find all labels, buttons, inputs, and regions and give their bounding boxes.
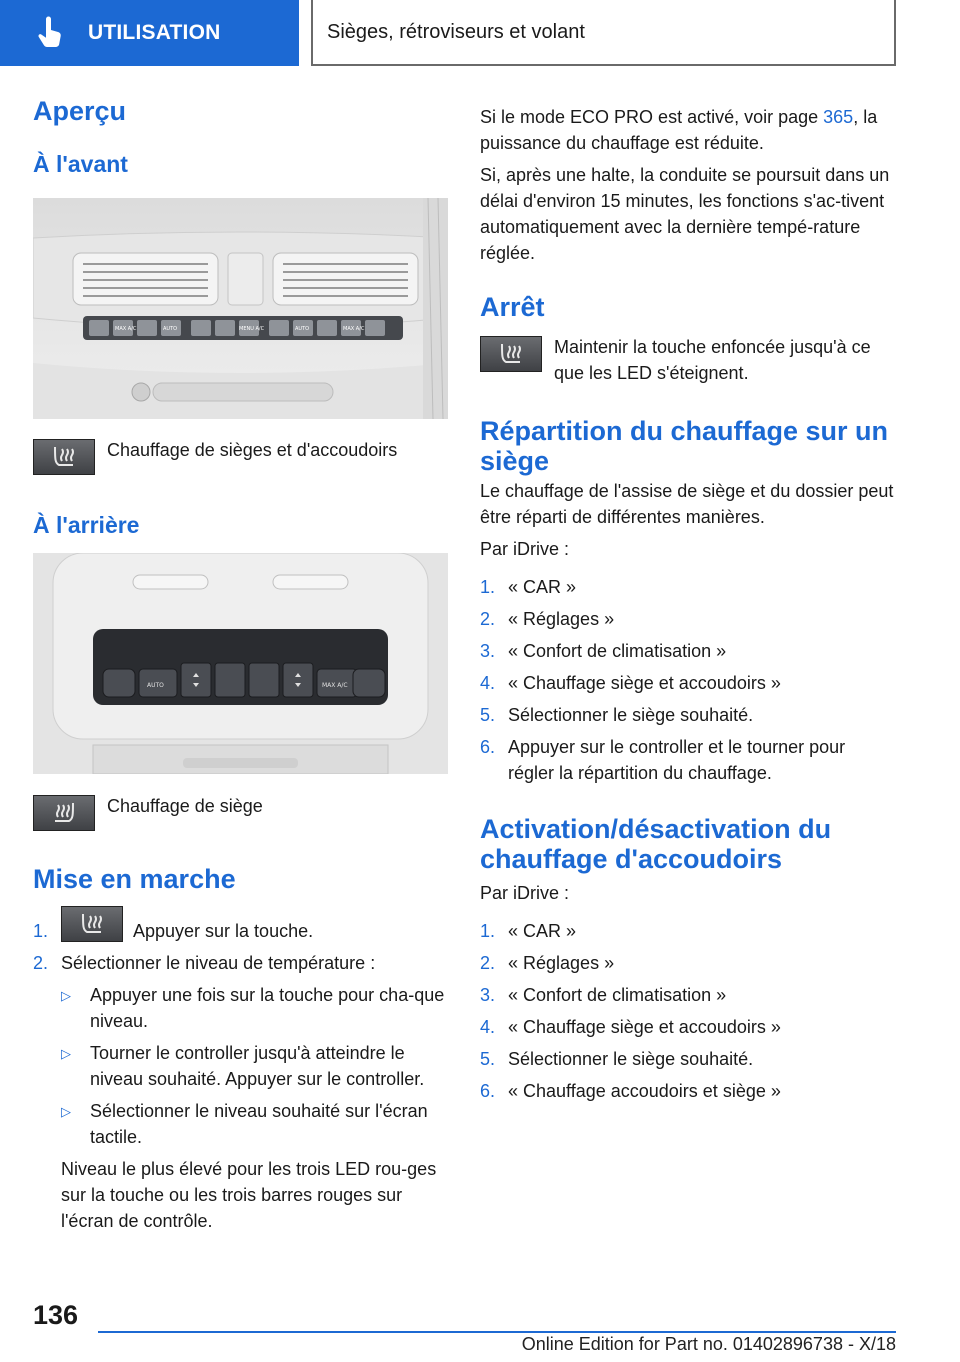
- step-text: « Réglages »: [508, 609, 615, 629]
- step-text: « CAR »: [508, 577, 577, 597]
- list-item: [480, 734, 895, 786]
- repartition-steps-list: [480, 574, 895, 786]
- mise-steps-list: [33, 906, 448, 976]
- seat-heating-icon: [61, 906, 123, 942]
- front-panel-label: MAX A/C: [343, 326, 365, 332]
- front-panel-label: AUTO: [163, 326, 178, 332]
- heading-apercu: Aperçu: [33, 96, 127, 126]
- front-panel-label: MENU A/C: [239, 326, 265, 332]
- list-item: [480, 638, 895, 664]
- page-link[interactable]: 365: [823, 107, 854, 127]
- eco-pre-text: Si le mode ECO PRO est activé, voir page: [480, 107, 824, 127]
- heading-repartition: Répartition du chauffage sur un siège: [480, 416, 889, 476]
- step-text: « Confort de climatisation »: [508, 641, 727, 661]
- caption-arriere-row: [33, 795, 448, 831]
- list-item: [61, 982, 448, 1034]
- list-item: [480, 918, 895, 944]
- caption-avant: Chauffage de sièges et d'accoudoirs: [107, 440, 398, 460]
- triangle-bullet-icon: ▷: [61, 1104, 71, 1119]
- bullet-text: Appuyer une fois sur la touche pour cha-que niveau.: [90, 985, 445, 1031]
- eco-post-text: , la puissance du chauffage est réduite.: [480, 107, 878, 153]
- list-item: [61, 1098, 448, 1150]
- heading-arret: Arrêt: [480, 292, 545, 322]
- header-section-tab: [0, 0, 299, 66]
- seat-heating-icon: [33, 439, 95, 475]
- rear-console-photo: [33, 553, 448, 774]
- heading-arriere: À l'arrière: [33, 512, 140, 538]
- mise-bullets-list: [61, 982, 448, 1150]
- par-idrive-label: Par iDrive :: [480, 883, 570, 903]
- front-panel-label: AUTO: [295, 326, 310, 332]
- step-number: 6.: [480, 1081, 496, 1101]
- step-number: 5.: [480, 705, 496, 725]
- repartition-paragraph: Le chauffage de l'assise de siège et du dossier peut être réparti de différentes manières.: [480, 481, 894, 527]
- footer-divider: [98, 1331, 896, 1333]
- halt-paragraph: Si, après une halte, la conduite se poursuit dans un délai d'environ 15 minutes, les fonctions s'ac-tivent automatiquement avec la dernière tempé-rature réglée.: [480, 165, 890, 263]
- eco-pro-paragraph: [480, 104, 895, 156]
- list-item: [480, 982, 895, 1008]
- list-item: [480, 1014, 895, 1040]
- hand-pointer-icon: [30, 13, 70, 53]
- heading-mise-en-marche: Mise en marche: [33, 864, 236, 894]
- list-item: [61, 1040, 448, 1092]
- triangle-bullet-icon: ▷: [61, 988, 71, 1003]
- rear-seat-heating-icon: [33, 795, 95, 831]
- right-column: [480, 104, 895, 1104]
- seat-heating-icon: [480, 336, 542, 372]
- step-number: 4.: [480, 1017, 496, 1037]
- caption-arriere: Chauffage de siège: [107, 796, 263, 816]
- header-chapter-box: [311, 0, 896, 66]
- step-number: 1.: [33, 921, 49, 941]
- rear-panel-label: MAX A/C: [322, 682, 348, 689]
- arret-text: Maintenir la touche enfoncée jusqu'à ce que les LED s'éteignent.: [554, 337, 871, 383]
- list-item: [33, 950, 448, 976]
- par-idrive-label: Par iDrive :: [480, 539, 570, 559]
- step-number: 2.: [480, 953, 496, 973]
- step-number: 2.: [33, 953, 49, 973]
- activation-steps-list: [480, 918, 895, 1104]
- front-console-photo: [33, 198, 448, 419]
- arret-row: [480, 336, 895, 386]
- step-text: « Chauffage accoudoirs et siège »: [508, 1081, 781, 1101]
- step-number: 1.: [480, 577, 496, 597]
- step-number: 6.: [480, 737, 496, 757]
- step-text: « Confort de climatisation »: [508, 985, 727, 1005]
- rear-panel-label: AUTO: [147, 682, 164, 689]
- step-text: Sélectionner le niveau de température :: [61, 953, 376, 973]
- left-column: [33, 96, 448, 1234]
- step-text: « Réglages »: [508, 953, 615, 973]
- page-number: 136: [33, 1300, 79, 1330]
- step-number: 5.: [480, 1049, 496, 1069]
- step-text: « CAR »: [508, 921, 577, 941]
- bullet-text: Sélectionner le niveau souhaité sur l'écran tactile.: [90, 1101, 428, 1147]
- list-item: [480, 606, 895, 632]
- step-text: Appuyer sur la touche.: [133, 921, 314, 941]
- bullet-text: Tourner le controller jusqu'à atteindre le niveau souhaité. Appuyer sur le controller.: [90, 1043, 425, 1089]
- list-item: [480, 702, 895, 728]
- caption-avant-row: [33, 439, 448, 475]
- step-number: 4.: [480, 673, 496, 693]
- header-section-title: UTILISATION: [88, 21, 221, 44]
- step-text: « Chauffage siège et accoudoirs »: [508, 1017, 781, 1037]
- footer-edition: Online Edition for Part no. 01402896738 - X/18: [521, 1334, 896, 1354]
- heading-avant: À l'avant: [33, 151, 128, 177]
- step-text: Sélectionner le siège souhaité.: [508, 1049, 754, 1069]
- front-panel-label: MAX A/C: [115, 326, 137, 332]
- step-text: « Chauffage siège et accoudoirs »: [508, 673, 781, 693]
- list-item: [480, 1078, 895, 1104]
- list-item: [480, 1046, 895, 1072]
- triangle-bullet-icon: ▷: [61, 1046, 71, 1061]
- step-text: Appuyer sur le controller et le tourner pour régler la répartition du chauffage.: [508, 737, 846, 783]
- header-chapter-title: Sièges, rétroviseurs et volant: [327, 20, 585, 43]
- step-number: 2.: [480, 609, 496, 629]
- step-number: 1.: [480, 921, 496, 941]
- heading-activation: Activation/désactivation du chauffage d'accoudoirs: [480, 814, 832, 874]
- list-item: [480, 950, 895, 976]
- step-number: 3.: [480, 985, 496, 1005]
- list-item: [480, 574, 895, 600]
- list-item: [33, 906, 448, 944]
- step-text: Sélectionner le siège souhaité.: [508, 705, 754, 725]
- list-item: [480, 670, 895, 696]
- note-text: Niveau le plus élevé pour les trois LED rou-ges sur la touche ou les trois barres rouges sur l'écran de contrôle.: [61, 1159, 437, 1231]
- step-number: 3.: [480, 641, 496, 661]
